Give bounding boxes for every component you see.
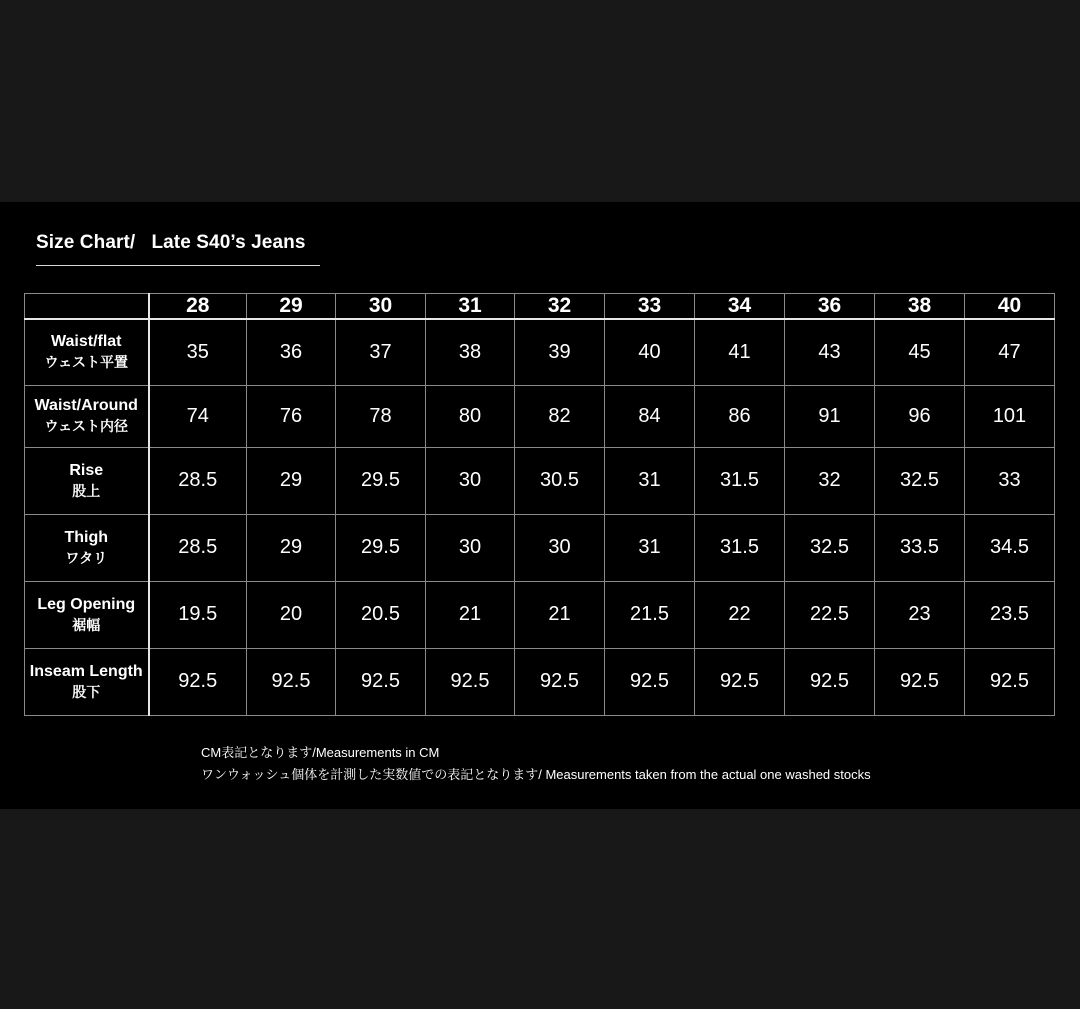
measurement-cell: 82 xyxy=(515,385,605,447)
notes xyxy=(201,742,871,786)
measurement-cell: 30.5 xyxy=(515,447,605,514)
measurement-cell: 22.5 xyxy=(785,581,875,648)
measurement-row xyxy=(25,319,1055,385)
size-header-28: 28 xyxy=(149,294,247,320)
measurement-cell: 21 xyxy=(426,581,515,648)
measurement-cell: 43 xyxy=(785,319,875,385)
measurement-cell: 28.5 xyxy=(149,514,247,581)
measurement-cell: 33.5 xyxy=(875,514,965,581)
measurement-cell: 92.5 xyxy=(336,648,426,715)
measurement-cell: 45 xyxy=(875,319,965,385)
row-label xyxy=(25,385,149,447)
row-label-en: Thigh xyxy=(64,528,109,546)
row-label-jp: 股下 xyxy=(72,683,101,700)
row-label xyxy=(25,514,149,581)
measurement-cell: 41 xyxy=(695,319,785,385)
measurement-row xyxy=(25,648,1055,715)
row-label-en: Inseam Length xyxy=(29,662,143,680)
measurement-cell: 30 xyxy=(515,514,605,581)
note-unit: CM表記となります/Measurements in CM xyxy=(201,745,440,760)
size-table xyxy=(24,293,1055,716)
measurement-row xyxy=(25,447,1055,514)
measurement-cell: 31 xyxy=(605,514,695,581)
measurement-cell: 39 xyxy=(515,319,605,385)
measurement-cell: 30 xyxy=(426,514,515,581)
measurement-cell: 40 xyxy=(605,319,695,385)
measurement-cell: 80 xyxy=(426,385,515,447)
measurement-cell: 23 xyxy=(875,581,965,648)
size-header-38: 38 xyxy=(875,294,965,320)
measurement-cell: 91 xyxy=(785,385,875,447)
measurement-cell: 32.5 xyxy=(875,447,965,514)
measurement-cell: 19.5 xyxy=(149,581,247,648)
size-header-36: 36 xyxy=(785,294,875,320)
row-label-jp: 裾幅 xyxy=(72,616,101,633)
measurement-cell: 47 xyxy=(965,319,1055,385)
measurement-cell: 21.5 xyxy=(605,581,695,648)
measurement-cell: 29 xyxy=(247,447,336,514)
measurement-cell: 32 xyxy=(785,447,875,514)
size-header-32: 32 xyxy=(515,294,605,320)
row-label xyxy=(25,648,149,715)
measurement-row xyxy=(25,514,1055,581)
measurement-cell: 31.5 xyxy=(695,447,785,514)
title-prefix: Size Chart/ xyxy=(36,232,136,253)
row-label xyxy=(25,581,149,648)
row-label-en: Rise xyxy=(69,461,104,479)
measurement-cell: 92.5 xyxy=(785,648,875,715)
measurement-row xyxy=(25,581,1055,648)
measurement-cell: 74 xyxy=(149,385,247,447)
measurement-cell: 84 xyxy=(605,385,695,447)
measurement-cell: 32.5 xyxy=(785,514,875,581)
row-label-jp: ウェスト平置 xyxy=(44,354,128,371)
measurement-cell: 92.5 xyxy=(149,648,247,715)
row-label-en: Leg Opening xyxy=(37,595,136,613)
measurement-rows xyxy=(25,319,1055,715)
measurement-cell: 21 xyxy=(515,581,605,648)
measurement-cell: 101 xyxy=(965,385,1055,447)
measurement-cell: 76 xyxy=(247,385,336,447)
size-header-30: 30 xyxy=(336,294,426,320)
corner-cell xyxy=(25,294,149,320)
row-label xyxy=(25,447,149,514)
measurement-cell: 23.5 xyxy=(965,581,1055,648)
size-header-row xyxy=(25,294,1055,320)
measurement-cell: 92.5 xyxy=(426,648,515,715)
measurement-cell: 20 xyxy=(247,581,336,648)
measurement-cell: 92.5 xyxy=(695,648,785,715)
measurement-cell: 28.5 xyxy=(149,447,247,514)
row-label-en: Waist/Around xyxy=(34,397,138,414)
size-header-29: 29 xyxy=(247,294,336,320)
measurement-cell: 92.5 xyxy=(965,648,1055,715)
row-label xyxy=(25,319,149,385)
measurement-cell: 29.5 xyxy=(336,514,426,581)
measurement-cell: 92.5 xyxy=(605,648,695,715)
measurement-cell: 38 xyxy=(426,319,515,385)
measurement-row xyxy=(25,385,1055,447)
size-header-34: 34 xyxy=(695,294,785,320)
measurement-cell: 92.5 xyxy=(875,648,965,715)
title-product: Late S40’s Jeans xyxy=(151,232,306,253)
measurement-cell: 96 xyxy=(875,385,965,447)
size-header-33: 33 xyxy=(605,294,695,320)
row-label-jp: ワタリ xyxy=(65,549,108,566)
measurement-cell: 22 xyxy=(695,581,785,648)
measurement-cell: 29.5 xyxy=(336,447,426,514)
measurement-cell: 30 xyxy=(426,447,515,514)
chart-title xyxy=(36,232,305,254)
measurement-cell: 31.5 xyxy=(695,514,785,581)
measurement-cell: 33 xyxy=(965,447,1055,514)
row-label-jp: 股上 xyxy=(72,482,101,499)
size-header-31: 31 xyxy=(426,294,515,320)
measurement-cell: 37 xyxy=(336,319,426,385)
measurement-cell: 78 xyxy=(336,385,426,447)
measurement-cell: 34.5 xyxy=(965,514,1055,581)
measurement-cell: 29 xyxy=(247,514,336,581)
measurement-cell: 86 xyxy=(695,385,785,447)
note-method: ワンウォッシュ個体を計測した実数値での表記となります/ Measurements taken from the actual one washed stocks xyxy=(201,767,871,782)
measurement-cell: 92.5 xyxy=(515,648,605,715)
measurement-cell: 36 xyxy=(247,319,336,385)
row-label-jp: ウェスト内径 xyxy=(44,418,128,434)
row-label-en: Waist/flat xyxy=(50,333,122,351)
size-chart-panel xyxy=(0,202,1080,809)
measurement-cell: 92.5 xyxy=(247,648,336,715)
measurement-cell: 20.5 xyxy=(336,581,426,648)
measurement-cell: 35 xyxy=(149,319,247,385)
measurement-cell: 31 xyxy=(605,447,695,514)
title-underline xyxy=(36,265,320,266)
size-header-40: 40 xyxy=(965,294,1055,320)
